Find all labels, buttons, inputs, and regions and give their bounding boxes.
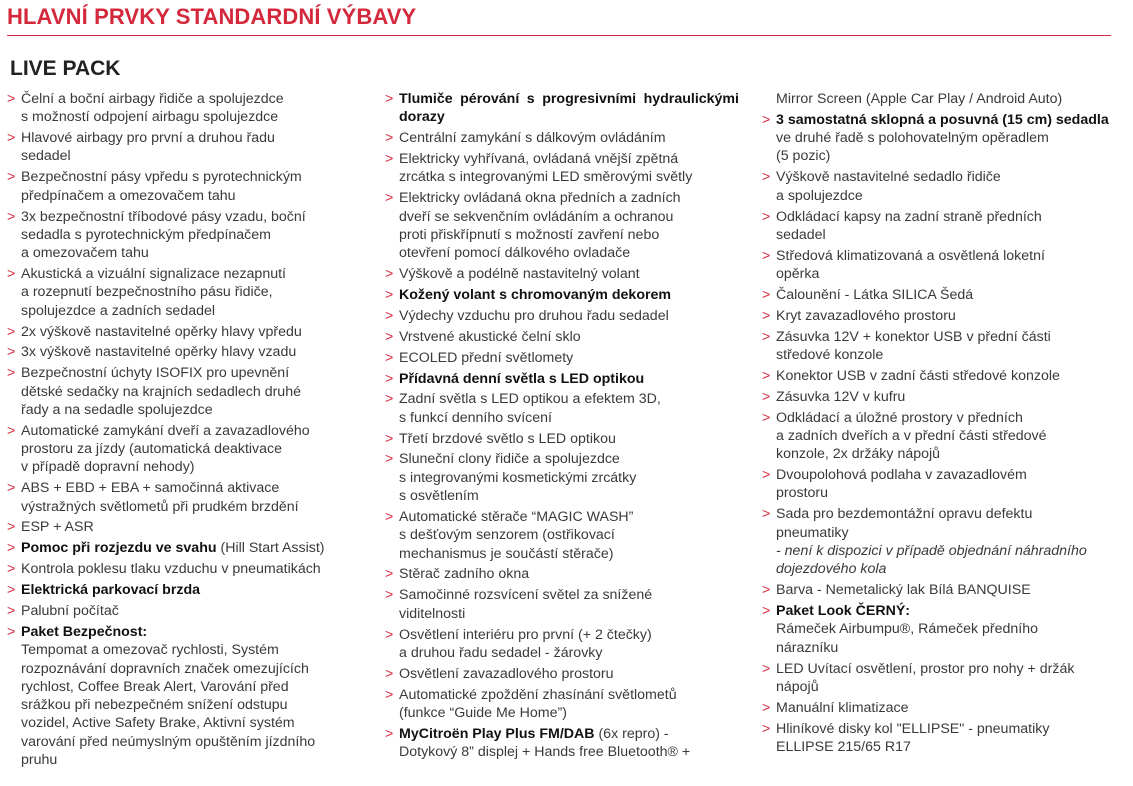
feature-text-line: Čelní a boční airbagy řidiče a spolujezdce — [21, 91, 284, 107]
bullet-chevron-icon: > — [762, 169, 771, 186]
feature-text-line: sedadla s pyrotechnickým předpínačem — [21, 226, 271, 243]
feature-item — [762, 307, 1112, 325]
bullet-chevron-icon: > — [385, 307, 394, 324]
feature-text-line: Automatické stěrače “MAGIC WASH” — [399, 508, 634, 525]
feature-item — [385, 90, 739, 127]
feature-text-line: Elektricky vyhřívaná, ovládaná vnější zpětná — [399, 151, 679, 168]
feature-text-line: LED Uvítací osvětlení, prostor pro nohy + držák — [776, 660, 1075, 677]
feature-text-line: Hliníkové disky kol "ELLIPSE" - pneumatiky — [776, 720, 1050, 737]
feature-item — [385, 286, 739, 304]
bullet-chevron-icon: > — [762, 660, 771, 677]
feature-item — [762, 208, 1112, 245]
bullet-chevron-icon: > — [7, 169, 16, 186]
bullet-chevron-icon: > — [385, 391, 394, 408]
feature-text-line: Bezpečnostní pásy vpředu s pyrotechnickým — [21, 169, 302, 186]
bullet-chevron-icon: > — [385, 266, 394, 283]
bullet-chevron-icon: > — [762, 506, 771, 523]
bullet-chevron-icon: > — [7, 603, 16, 620]
feature-highlight: 3 samostatná sklopná a posuvná (15 cm) sedadla — [776, 111, 1109, 128]
feature-highlight: Elektrická parkovací brzda — [21, 582, 201, 599]
feature-text-line: ECOLED přední světlomety — [399, 349, 574, 366]
bullet-chevron-icon: > — [762, 328, 771, 345]
feature-highlight: Tlumiče pérování s progresivními hydraulickými dorazy — [399, 91, 739, 126]
feature-text-line: spolujezdce a zadních sedadel — [21, 302, 216, 319]
feature-text-line: 3x bezpečnostní tříbodové pásy vzadu, boční — [21, 208, 306, 225]
feature-text-line: pneumatiky — [776, 524, 849, 541]
feature-item — [7, 581, 359, 599]
bullet-chevron-icon: > — [7, 208, 16, 225]
bullet-chevron-icon: > — [385, 190, 394, 207]
feature-item — [7, 623, 359, 769]
feature-text-line: rychlost, Coffee Break Alert, Varování před — [21, 678, 289, 695]
feature-text-line: prostoru — [776, 485, 829, 502]
feature-highlight: Paket Bezpečnost: — [21, 623, 148, 640]
feature-item — [385, 370, 739, 388]
bullet-chevron-icon: > — [385, 686, 394, 703]
bullet-chevron-icon: > — [385, 665, 394, 682]
bullet-chevron-icon: > — [385, 130, 394, 147]
bullet-chevron-icon: > — [7, 344, 16, 361]
feature-text-line: Třetí brzdové světlo s LED optikou — [399, 430, 616, 447]
feature-item — [385, 586, 739, 623]
feature-text-line: Středová klimatizovaná a osvětlená loketní — [776, 247, 1045, 264]
feature-item — [385, 328, 739, 346]
feature-text-line: a druhou řadu sedadel - žárovky — [399, 644, 603, 661]
feature-text-line: Stěrač zadního okna — [399, 566, 530, 583]
feature-text-line: zrcátka s integrovanými LED směrovými světly — [399, 169, 693, 186]
feature-text-line: a omezovačem tahu — [21, 245, 149, 262]
feature-text-line: Zásuvka 12V + konektor USB v přední části — [776, 328, 1051, 345]
feature-item — [7, 518, 359, 536]
feature-column-3 — [762, 90, 1112, 759]
feature-text-line: ve druhé řadě s polohovatelným opěradlem — [776, 130, 1049, 147]
feature-text-line: řady a na sedadle spolujezdce — [21, 401, 213, 418]
feature-text-line: s funkcí denního svícení — [399, 409, 553, 426]
feature-item — [385, 665, 739, 683]
bullet-chevron-icon: > — [7, 582, 16, 599]
feature-item — [762, 720, 1112, 757]
bullet-chevron-icon: > — [385, 370, 394, 387]
feature-text-line: středové konzole — [776, 347, 884, 364]
feature-text-line: vozidel, Active Safety Brake, Aktivní systém — [21, 715, 295, 732]
feature-text-line: konzole, 2x držáky nápojů — [776, 446, 941, 463]
bullet-chevron-icon: > — [762, 247, 771, 264]
feature-item — [385, 686, 739, 723]
feature-item — [7, 602, 359, 620]
feature-item — [762, 247, 1112, 284]
feature-text-line: s integrovanými kosmetickými zrcátky — [399, 469, 637, 486]
feature-text-line: Hlavové airbagy pro první a druhou řadu — [21, 130, 275, 147]
feature-text-line: Kryt zavazadlového prostoru — [776, 307, 956, 324]
feature-text-line: v případě dopravní nehody) — [21, 459, 195, 476]
feature-text-line: prostoru za jízdy (automatická deaktivace — [21, 441, 283, 458]
bullet-chevron-icon: > — [7, 422, 16, 439]
feature-item — [7, 343, 359, 361]
feature-item — [385, 307, 739, 325]
bullet-chevron-icon: > — [762, 388, 771, 405]
bullet-chevron-icon: > — [385, 725, 394, 742]
feature-text-line: Sada pro bezdemontážní opravu defektu — [776, 506, 1033, 523]
bullet-chevron-icon: > — [385, 508, 394, 525]
feature-text-line: Vrstvené akustické čelní sklo — [399, 328, 581, 345]
feature-text-line: Elektricky ovládaná okna předních a zadních — [399, 190, 681, 207]
feature-item — [762, 660, 1112, 697]
feature-item — [385, 450, 739, 505]
feature-column-2 — [385, 90, 739, 764]
feature-item — [7, 560, 359, 578]
feature-text-line: s osvětlením — [399, 488, 479, 505]
feature-text-line: Kontrola poklesu tlaku vzduchu v pneumatikách — [21, 561, 321, 578]
feature-highlight: Paket Look ČERNÝ: — [776, 603, 911, 620]
feature-text-line: sedadel — [776, 226, 826, 243]
feature-text-line: Automatické zamykání dveří a zavazadlového — [21, 422, 310, 439]
feature-text-line: s dešťovým senzorem (ostřikovací — [399, 527, 615, 544]
feature-item — [762, 699, 1112, 717]
bullet-chevron-icon: > — [762, 367, 771, 384]
feature-item — [385, 189, 739, 262]
feature-text-line: výstražných světlometů při prudkém brzdění — [21, 498, 299, 515]
feature-text-line: Barva - Nemetalický lak Bílá BANQUISE — [776, 582, 1031, 599]
feature-text-line: sedadel — [21, 148, 71, 165]
feature-item — [385, 508, 739, 563]
feature-item — [762, 367, 1112, 385]
feature-column-1 — [7, 90, 359, 772]
bullet-chevron-icon: > — [762, 409, 771, 426]
feature-highlight: Přídavná denní světla s LED optikou — [399, 370, 645, 387]
feature-item — [762, 505, 1112, 578]
feature-text-line: a rozepnutí bezpečnostního pásu řidiče, — [21, 284, 273, 301]
feature-item — [762, 581, 1112, 599]
feature-text-line: varování před neúmyslným opuštěním jízdního — [21, 733, 316, 750]
bullet-chevron-icon: > — [385, 566, 394, 583]
feature-text-line: Odkládací a úložné prostory v předních — [776, 409, 1023, 426]
bullet-chevron-icon: > — [762, 467, 771, 484]
feature-text: (6x repro) - — [594, 725, 669, 742]
feature-item — [7, 323, 359, 341]
feature-item — [762, 388, 1112, 406]
feature-item — [762, 286, 1112, 304]
bullet-chevron-icon: > — [762, 111, 771, 128]
feature-item — [385, 349, 739, 367]
feature-text-line: Dvoupolohová podlaha v zavazadlovém — [776, 467, 1027, 484]
feature-highlight: Kožený volant s chromovaným dekorem — [399, 286, 672, 303]
feature-item — [7, 129, 359, 166]
bullet-chevron-icon: > — [7, 130, 16, 147]
feature-text-line: Akustická a vizuální signalizace nezapnutí — [21, 266, 286, 283]
bullet-chevron-icon: > — [385, 430, 394, 447]
feature-text-line: Dotykový 8” displej + Hands free Bluetooth® + — [399, 744, 691, 761]
bullet-chevron-icon: > — [762, 582, 771, 599]
feature-item — [762, 328, 1112, 365]
feature-text-line: ABS + EBD + EBA + samočinná aktivace — [21, 480, 280, 497]
feature-text-line: Výškově a podélně nastavitelný volant — [399, 266, 640, 283]
feature-item — [7, 364, 359, 419]
feature-text-line: Výdechy vzduchu pro druhou řadu sedadel — [399, 307, 669, 324]
bullet-chevron-icon: > — [7, 623, 16, 640]
section-title: LIVE PACK — [10, 57, 121, 80]
feature-text-line: Odkládací kapsy na zadní straně předních — [776, 208, 1042, 225]
bullet-chevron-icon: > — [762, 603, 771, 620]
feature-text-line: Čalounění - Látka SILICA Šedá — [776, 286, 974, 303]
feature-text: (Hill Start Assist) — [216, 540, 325, 557]
feature-text-line: s možností odpojení airbagu spolujezdce — [21, 109, 279, 126]
bullet-chevron-icon: > — [7, 91, 16, 107]
feature-text-line: Osvětlení zavazadlového prostoru — [399, 665, 614, 682]
feature-text-line: nápojů — [776, 678, 819, 695]
feature-text-line: 2x výškově nastavitelné opěrky hlavy vpředu — [21, 323, 302, 340]
feature-note-line: dojezdového kola — [776, 561, 887, 578]
feature-text-line: (funkce “Guide Me Home”) — [399, 704, 567, 721]
feature-text-line: Manuální klimatizace — [776, 699, 909, 716]
feature-text-line: mechanismus je součástí stěrače) — [399, 545, 614, 562]
feature-text-line: Zadní světla s LED optikou a efektem 3D, — [399, 391, 661, 408]
feature-text-line: Samočinné rozsvícení světel za snížené — [399, 587, 653, 604]
bullet-chevron-icon: > — [385, 328, 394, 345]
feature-text-line: viditelnosti — [399, 605, 466, 622]
feature-item — [385, 725, 739, 762]
feature-item — [7, 90, 359, 127]
feature-item — [7, 479, 359, 516]
feature-item — [385, 430, 739, 448]
bullet-chevron-icon: > — [7, 323, 16, 340]
bullet-chevron-icon: > — [7, 519, 16, 536]
bullet-chevron-icon: > — [385, 151, 394, 168]
feature-item — [385, 150, 739, 187]
bullet-chevron-icon: > — [762, 720, 771, 737]
bullet-chevron-icon: > — [7, 365, 16, 382]
feature-text-line: Výškově nastavitelné sedadlo řidiče — [776, 169, 1001, 186]
feature-text-line: a spolujezdce — [776, 187, 863, 204]
feature-text-line: Konektor USB v zadní části středové konzole — [776, 367, 1060, 384]
feature-text-line: srážkou při nebezpečném snížení odstupu — [21, 697, 288, 714]
feature-text-line: 3x výškově nastavitelné opěrky hlavy vzadu — [21, 344, 297, 361]
feature-item — [762, 466, 1112, 503]
feature-text-line: rozpoznávání dopravních značek omezujících — [21, 660, 309, 677]
feature-text-line: otevření pomocí dálkového ovladače — [399, 245, 631, 262]
feature-text-line: nárazníku — [776, 639, 839, 656]
bullet-chevron-icon: > — [385, 626, 394, 643]
feature-text-line: opěrka — [776, 266, 820, 283]
bullet-chevron-icon: > — [385, 349, 394, 366]
feature-text-line: Palubní počítač — [21, 603, 119, 620]
page-title: HLAVNÍ PRVKY STANDARDNÍ VÝBAVY — [7, 4, 417, 29]
feature-item — [385, 565, 739, 583]
feature-item — [762, 168, 1112, 205]
feature-item — [385, 265, 739, 283]
bullet-chevron-icon: > — [762, 286, 771, 303]
bullet-chevron-icon: > — [7, 266, 16, 283]
feature-item — [7, 422, 359, 477]
feature-text-line: proti přiskřípnutí s možností zavření nebo — [399, 226, 660, 243]
feature-text-line: Zásuvka 12V v kufru — [776, 388, 906, 405]
feature-item-continuation: Mirror Screen (Apple Car Play / Android Auto) — [776, 91, 1063, 107]
feature-text-line: dveří se sekvenčním ovládáním a ochranou — [399, 208, 674, 225]
feature-item — [762, 602, 1112, 657]
feature-item — [385, 129, 739, 147]
feature-item — [385, 390, 739, 427]
feature-text-line: Sluneční clony řidiče a spolujezdce — [399, 451, 620, 468]
feature-text-line: Bezpečnostní úchyty ISOFIX pro upevnění — [21, 365, 290, 382]
feature-item — [7, 168, 359, 205]
feature-text-line: ELLIPSE 215/65 R17 — [776, 738, 911, 755]
feature-note-line: - není k dispozici v případě objednání náhradního — [776, 542, 1087, 559]
feature-text-line: ESP + ASR — [21, 519, 94, 536]
feature-item — [7, 265, 359, 320]
bullet-chevron-icon: > — [385, 587, 394, 604]
bullet-chevron-icon: > — [385, 286, 394, 303]
title-divider — [7, 35, 1111, 36]
feature-text-line: Rámeček Airbumpu®, Rámeček předního — [776, 621, 1039, 638]
bullet-chevron-icon: > — [762, 699, 771, 716]
bullet-chevron-icon: > — [385, 91, 394, 107]
feature-highlight: MyCitroën Play Plus FM/DAB — [399, 725, 595, 742]
bullet-chevron-icon: > — [762, 208, 771, 225]
feature-highlight: Pomoc při rozjezdu ve svahu — [21, 540, 217, 557]
bullet-chevron-icon: > — [762, 307, 771, 324]
feature-item — [762, 111, 1112, 166]
feature-text-line: dětské sedačky na krajních sedadlech druhé — [21, 383, 301, 400]
feature-text-line: Tempomat a omezovač rychlosti, Systém — [21, 642, 279, 659]
feature-text-line: Automatické zpoždění zhasínání světlometů — [399, 686, 677, 703]
feature-text-line: Osvětlení interiéru pro první (+ 2 čtečky) — [399, 626, 652, 643]
bullet-chevron-icon: > — [7, 540, 16, 557]
feature-text-line: pruhu — [21, 752, 58, 768]
feature-text-line: a zadních dveřích a v přední části středové — [776, 427, 1047, 444]
feature-item — [385, 626, 739, 663]
feature-item — [762, 409, 1112, 464]
feature-text-line: (5 pozic) — [776, 148, 831, 165]
bullet-chevron-icon: > — [7, 561, 16, 578]
feature-item — [7, 208, 359, 263]
feature-item — [7, 539, 359, 557]
bullet-chevron-icon: > — [7, 480, 16, 497]
bullet-chevron-icon: > — [385, 451, 394, 468]
feature-text-line: předpínačem a omezovačem tahu — [21, 187, 236, 204]
feature-text-line: Centrální zamykání s dálkovým ovládáním — [399, 130, 666, 147]
